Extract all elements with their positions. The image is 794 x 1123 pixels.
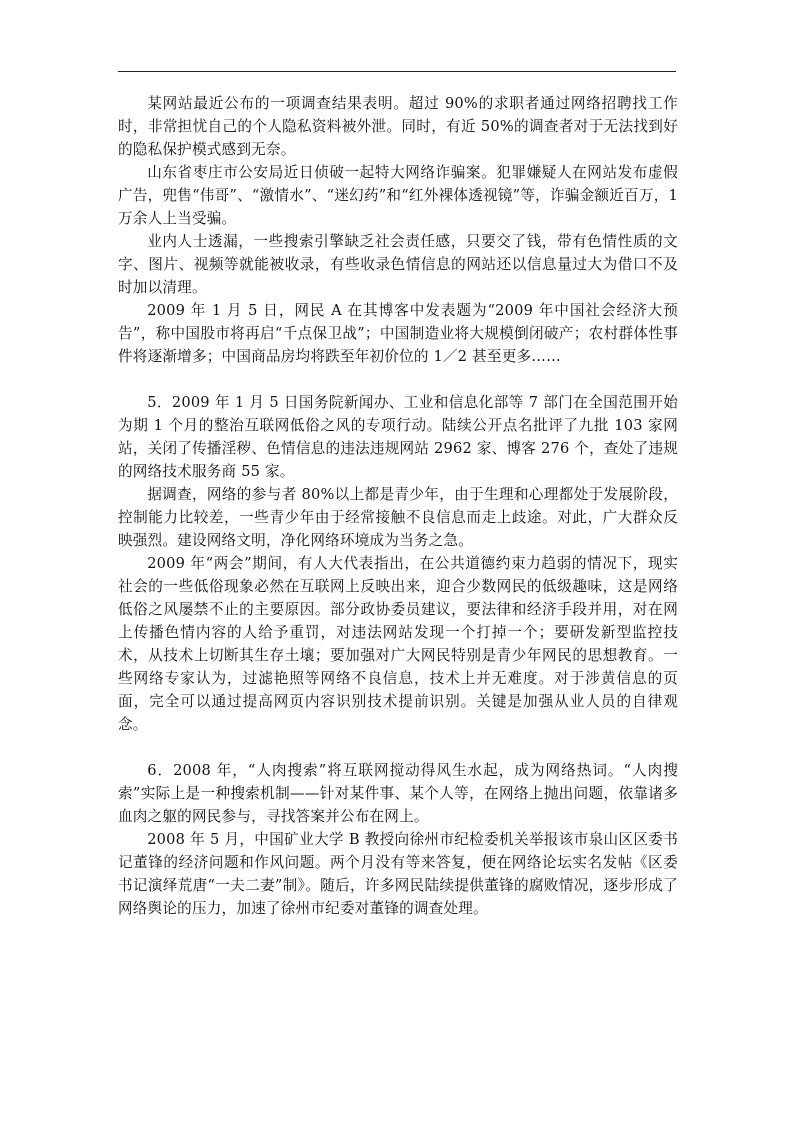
- document-body: [118, 92, 678, 920]
- paragraph-privacy-survey: 某网站最近公布的一项调查结果表明。超过 90%的求职者通过网络招聘找工作时，非常担忧自己的个人隐私资料被外泄。同时，有近 50%的调查者对于无法找到好的隐私保护模式感到无奈。: [118, 95, 678, 158]
- paragraph-blog-forecast: 2009 年 1 月 5 日，网民 A 在其博客中发表题为“2009 年中国社会经济大预告”，称中国股市将再启“千点保卫战”；中国制造业将大规模倒闭破产；农村群体性事件将逐渐增多；中国商品房均将跌至年初价位的 1／2 甚至更多……: [118, 302, 678, 365]
- paragraph-youth-survey: 据调查，网络的参与者 80%以上都是青少年，由于生理和心理都处于发展阶段，控制能力比较差，一些青少年由于经常接触不良信息而走上歧途。对此，广大群众反映强烈。建设网络文明，净化网络环境成为当务之急。: [118, 486, 678, 549]
- section-gap: [118, 368, 678, 391]
- paragraph-two-sessions: 2009 年“两会”期间，有人大代表指出，在公共道德约束力趋弱的情况下，现实社会的一些低俗现象必然在互联网上反映出来，迎合少数网民的低级趣味，这是网络低俗之风屡禁不止的主要原因。部分政协委员建议，要法律和经济手段并用，对在网上传播色情内容的人给予重罚，对违法网站发现一个打掉一个；要研发新型监控技术，从技术上切断其生存土壤；要加强对广大网民特别是青少年网民的思想教育。一些网络专家认为，过滤艳照等网络不良信息，技术上并无难度。对于涉黄信息的页面，完全可以通过提高网页内容识别技术提前识别。关键是加强从业人员的自律观念。: [118, 555, 678, 733]
- header-rule: [118, 71, 676, 72]
- paragraph-fraud-case: 山东省枣庄市公安局近日侦破一起特大网络诈骗案。犯罪嫌疑人在网站发布虚假广告，兜售“伟哥”、“激情水”、“迷幻药”和“红外裸体透视镜”等，诈骗金额近百万，1 万余人上当受骗。: [118, 164, 678, 227]
- section-gap: [118, 736, 678, 759]
- paragraph-section-6: 6．2008 年，“人肉搜索”将互联网搅动得风生水起，成为网络热词。“人肉搜索”实际上是一种搜索机制——针对某件事、某个人等，在网络上抛出问题，依靠诸多血肉之躯的网民参与，寻找答案并公布在网上。: [118, 762, 678, 825]
- paragraph-search-engines: 业内人士透漏，一些搜索引擎缺乏社会责任感，只要交了钱，带有色情性质的文字、图片、视频等就能被收录，有些收录色情信息的网站还以信息量过大为借口不及时加以清理。: [118, 233, 678, 296]
- paragraph-section-5: 5．2009 年 1 月 5 日国务院新闻办、工业和信息化部等 7 部门在全国范围开始为期 1 个月的整治互联网低俗之风的专项行动。陆续公开点名批评了九批 103 家网站，关闭了传播淫秽、色情信息的违法违规网站 2962 家、博客 276 个，查处了违规的网络技术服务商 55 家。: [118, 394, 678, 480]
- paragraph-case-report: 2008 年 5 月，中国矿业大学 B 教授向徐州市纪检委机关举报该市泉山区区委书记董锋的经济问题和作风问题。两个月没有等来答复，便在网络论坛实名发帖《区委书记演绎荒唐“一夫二妻”制》。随后，许多网民陆续提供董锋的腐败情况，逐步形成了网络舆论的压力，加速了徐州市纪委对董锋的调查处理。: [118, 831, 678, 917]
